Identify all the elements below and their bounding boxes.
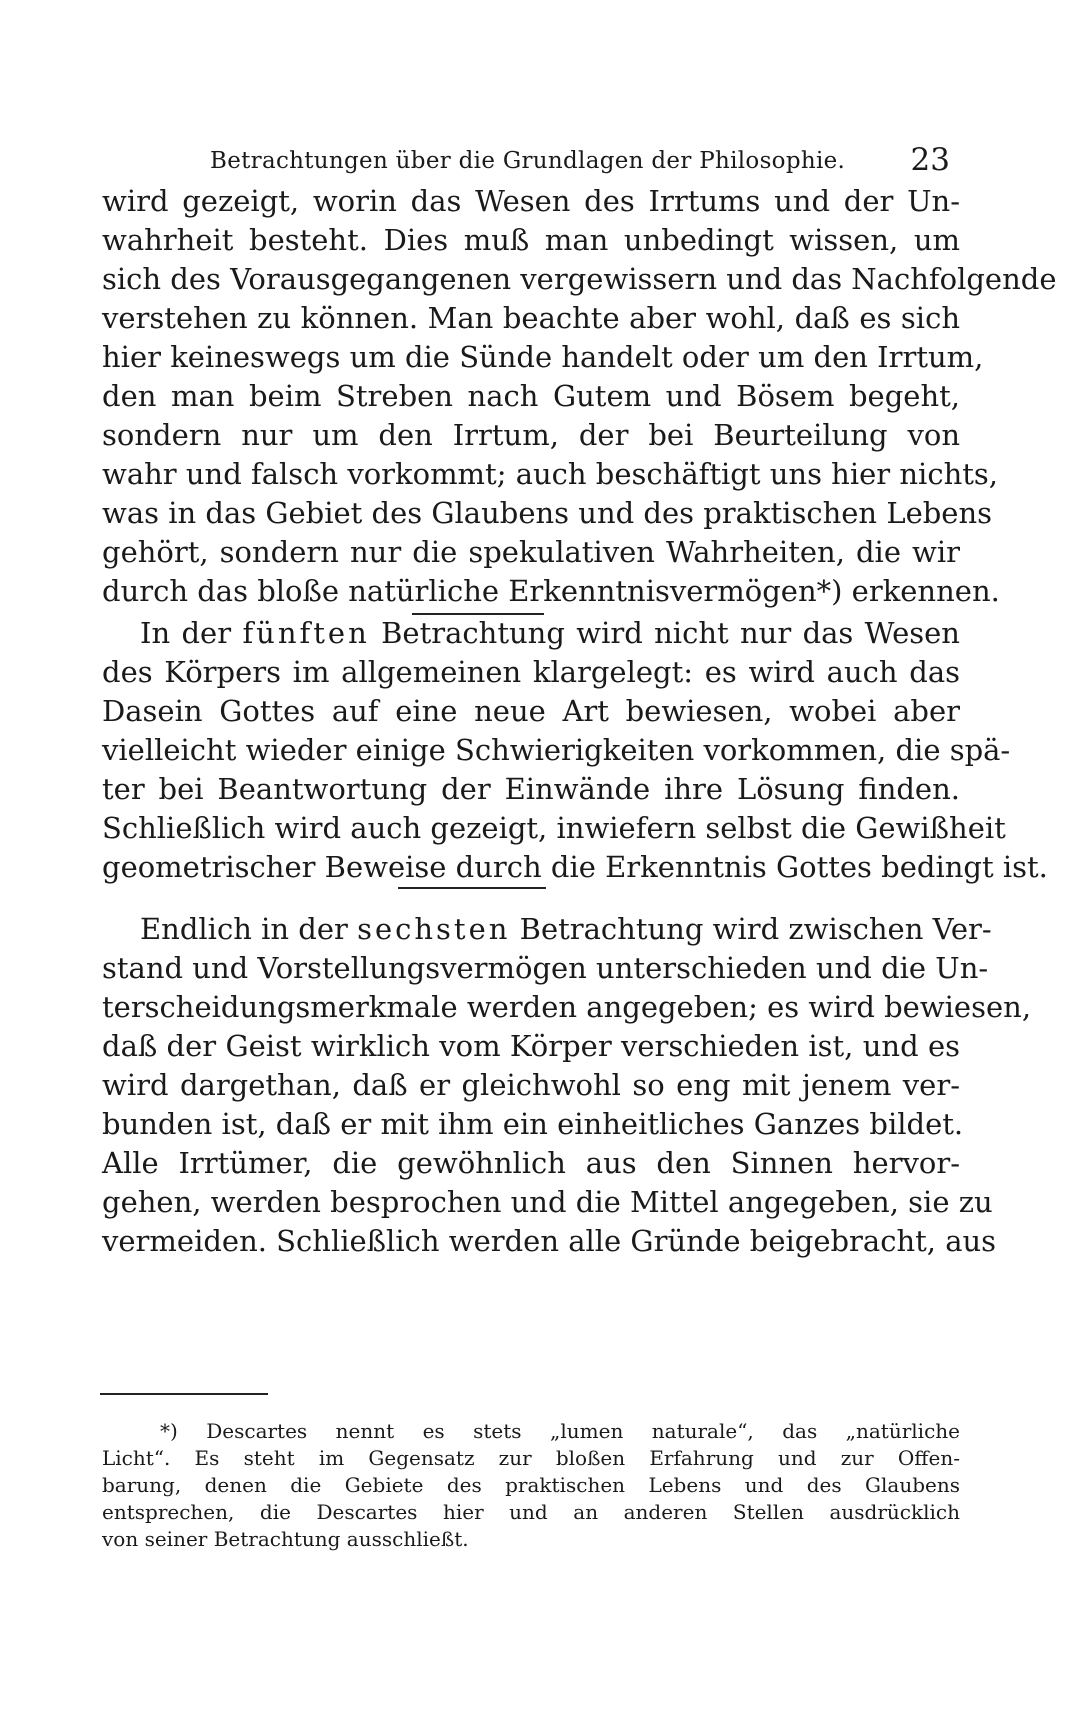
text-line: ter bei Beantwortung der Einwände ihre Lösung finden.: [102, 772, 960, 806]
footnote-line: *) Descartes nennt es stets „lumen naturale“, das „natürliche: [160, 1419, 960, 1443]
text-line: wird dargethan, daß er gleichwohl so eng mit jenem ver-: [102, 1068, 960, 1102]
text-line: daß der Geist wirklich vom Körper verschieden ist, und es: [102, 1029, 960, 1063]
text-line: vielleicht wieder einige Schwierigkeiten vorkommen, die spä-: [102, 733, 1011, 767]
page-number: 23: [910, 142, 950, 178]
running-head: Betrachtungen über die Grundlagen der Philosophie.: [210, 148, 846, 174]
text-line: Dasein Gottes auf eine neue Art bewiesen, wobei aber: [102, 694, 960, 728]
section-divider: [398, 887, 546, 889]
text-line: wahrheit besteht. Dies muß man unbedingt wissen, um: [102, 223, 960, 257]
text-line: terscheidungsmerkmale werden angegeben; es wird bewiesen,: [102, 990, 1032, 1024]
text-line: gehört, sondern nur die spekulativen Wahrheiten, die wir: [102, 535, 960, 569]
text-fragment: Betrachtung wird zwischen Ver-: [510, 912, 992, 946]
footnote-divider: [100, 1393, 268, 1395]
paragraph-fourth-meditation: [102, 182, 1057, 611]
text-line: vermeiden. Schließlich werden alle Gründe beigebracht, aus: [102, 1224, 997, 1258]
footnote: [102, 1418, 960, 1553]
paragraph-fifth-meditation: [102, 614, 1048, 887]
text-line: Alle Irrtümer, die gewöhnlich aus den Sinnen hervor-: [102, 1146, 960, 1180]
text-line: bunden ist, daß er mit ihm ein einheitliches Ganzes bildet.: [102, 1107, 964, 1141]
text-fragment: Endlich in der: [140, 912, 358, 946]
text-line: den man beim Streben nach Gutem und Bösem begeht,: [102, 379, 960, 413]
text-fragment: In der: [140, 616, 243, 650]
emphasis-word: sechsten: [357, 912, 511, 946]
text-line: sich des Vorausgegangenen vergewissern und das Nachfolgende: [102, 262, 1057, 296]
footnote-line: von seiner Betrachtung ausschließt.: [102, 1527, 469, 1551]
text-line: durch das bloße natürliche Erkenntnisvermögen*) erkennen.: [102, 574, 1000, 608]
emphasis-word: fünften: [242, 616, 370, 650]
text-line: wird gezeigt, worin das Wesen des Irrtums und der Un-: [102, 184, 960, 218]
text-line: Schließlich wird auch gezeigt, inwiefern selbst die Gewißheit: [102, 811, 1006, 845]
footnote-line: Licht“. Es steht im Gegensatz zur bloßen Erfahrung und zur Offen-: [102, 1446, 960, 1470]
text-line: was in das Gebiet des Glaubens und des praktischen Lebens: [102, 496, 993, 530]
text-line: geometrischer Beweise durch die Erkenntnis Gottes bedingt ist.: [102, 850, 1048, 884]
text-line: wahr und falsch vorkommt; auch beschäftigt uns hier nichts,: [102, 457, 998, 491]
text-line-first: [102, 910, 992, 949]
paragraph-sixth-meditation: [102, 910, 1032, 1261]
text-line: verstehen zu können. Man beachte aber wohl, daß es sich: [102, 301, 960, 335]
text-fragment: Betrachtung wird nicht nur das Wesen: [369, 616, 960, 650]
text-line: hier keineswegs um die Sünde handelt oder um den Irrtum,: [102, 340, 984, 374]
footnote-line: entsprechen, die Descartes hier und an anderen Stellen ausdrücklich: [102, 1500, 960, 1524]
text-line: sondern nur um den Irrtum, der bei Beurteilung von: [102, 418, 960, 452]
page-header: [210, 142, 950, 182]
text-line: des Körpers im allgemeinen klargelegt: es wird auch das: [102, 655, 960, 689]
footnote-line: barung, denen die Gebiete des praktischen Lebens und des Glaubens: [102, 1473, 960, 1497]
text-line-first: [102, 614, 960, 653]
text-line: gehen, werden besprochen und die Mittel angegeben, sie zu: [102, 1185, 993, 1219]
text-line: stand und Vorstellungsvermögen unterschieden und die Un-: [102, 951, 989, 985]
